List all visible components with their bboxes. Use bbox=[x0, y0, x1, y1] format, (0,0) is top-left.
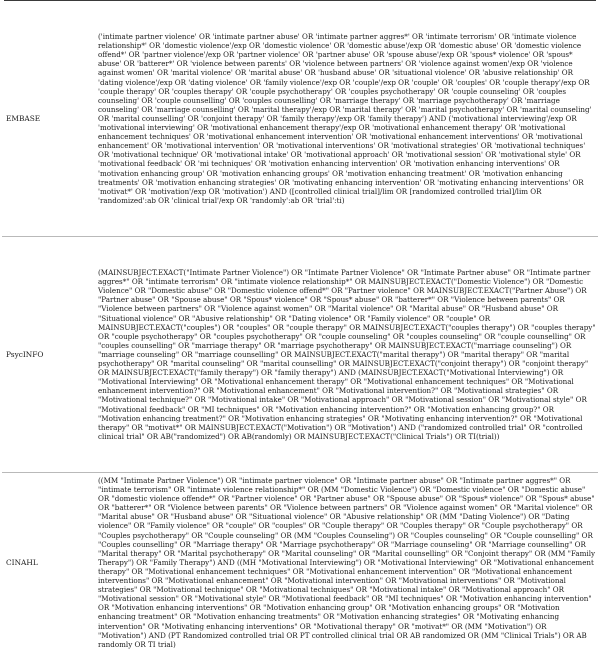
search-query: (MAINSUBJECT.EXACT("Intimate Partner Violence") OR "Intimate Partner Violence" OR "Intimate Partner abuse" OR "Intimate partner aggres*" OR "intimate terrorism" OR "intimate violence relationship*" OR MAINSUBJECT.EXACT("Domestic Violence") OR "Domestic Violence" OR "Domestic abuse" OR "Domestic violence offend*" OR "Partner violence" OR MAINSUBJECT.EXACT("Partner Abuse") OR "Partner abuse" OR "Spouse abuse" OR "Spous* violence" OR "Spous* abuse" OR "batterer*" OR "Violence between parents" OR "Violence between partners" OR "Violence against women" OR "Marital violence" OR "Marital abuse" OR "Husband abuse" OR "Situational violence" OR "Abusive relationship" OR "Dating violence" OR "Family violence" OR "couple" OR MAINSUBJECT.EXACT("couples") OR "couples" OR "couple therapy" OR MAINSUBJECT.EXACT("couples therapy") OR "couples therapy" OR "couple psychotherapy" OR "couples psychotherapy" OR "couple counseling" OR "couples counseling" OR "couple counselling" OR "couples counselling" OR "marriage therapy" OR "marriage psychotherapy" OR MAINSUBJECT.EXACT("marriage counseling") OR "marriage counseling" OR "marriage counselling" OR MAINSUBJECT.EXACT("marital therapy") OR "marital therapy" OR "marital psychotherapy" OR "marital counseling" OR "marital counselling" OR MAINSUBJECT.EXACT("conjoint therapy") OR "conjoint therapy" OR MAINSUBJECT.EXACT("family therapy") OR "family therapy") AND (MAINSUBJECT.EXACT("Motivational Interviewing") OR "Motivational Interviewing" OR "Motivational enhancement therapy" OR "Motivational enhancement techniques" OR "Motivational enhancement intervention?" OR "Motivational enhancement" OR "Motivational intervention?" OR "Motivational strategies" OR "Motivational technique?" OR "Motivational intake" OR "Motivational approach" OR "Motivational session" OR "Motivational style" OR "Motivational feedback" OR "MI techniques" OR "Motivation enhancing intervention?" OR "Motivation enhancing group?" OR "Motivation enhancing treatment?" OR "Motivation enhancing strategies" OR "Motivating enhancing intervention?" OR "Motivational therapy" OR "motivat*" OR MAINSUBJECT.EXACT("Motivation") OR "Motivation") AND ("randomized controlled trial" OR "controlled clinical trial" OR AB("randomized") OR AB(randomly) OR MAINSUBJECT.EXACT("Clinical Trials") OR TI(trial)) bbox=[98, 237, 598, 473]
table-row-cinahl bbox=[2, 473, 598, 652]
search-query: ('intimate partner violence' OR 'intimate partner abuse' OR 'intimate partner aggres*' OR 'intimate terrorism' OR 'intimate violence relationship*' OR 'domestic violence'/exp OR 'domestic violence' OR 'domestic abuse'/exp OR 'domestic abuse' OR 'domestic violence offend*' OR 'partner violence'/exp OR 'partner violence' OR 'partner abuse' OR 'spouse abuse'/exp OR 'spous* violence' OR 'spous* abuse' OR 'batterer*' OR 'violence between parents' OR 'violence between partners' OR 'violence against women'/exp OR 'violence against women' OR 'marital violence' OR 'marital abuse' OR 'husband abuse' OR 'situational violence' OR 'abusive relationship' OR 'dating violence'/exp OR 'dating violence' OR 'family violence'/exp OR 'couple'/exp OR 'couple' OR 'couples' OR 'couple therapy'/exp OR 'couple therapy' OR 'couples therapy' OR 'couple psychotherapy' OR 'couples psychotherapy' OR 'couple counseling' OR 'couples counseling' OR 'couple counselling' OR 'couples counselling' OR 'marriage therapy' OR 'marriage psychotherapy' OR 'marriage counseling' OR 'marriage counselling' OR 'marital therapy'/exp OR 'marital therapy' OR 'marital psychotherapy' OR 'marital counseling' OR 'marital counselling' OR 'conjoint therapy' OR 'family therapy'/exp OR 'family therapy') AND ('motivational interviewing'/exp OR 'motivational interviewing' OR 'motivational enhancement therapy'/exp OR 'motivational enhancement therapy' OR 'motivational enhancement techniques' OR 'motivational enhancement intervention' OR 'motivational enhancement interventions' OR 'motivational enhancement' OR 'motivational intervention' OR 'motivational interventions' OR 'motivational strategies' OR 'motivational techniques' OR 'motivational technique' OR 'motivational intake' OR 'motivational approach' OR 'motivational session' OR 'motivational style' OR 'motivational feedback' OR 'mi techniques' OR 'motivation enhancing intervention' OR 'motivation enhancing interventions' OR 'motivation enhancing group' OR 'motivation enhancing groups' OR 'motivation enhancing treatment' OR 'motivation enhancing treatments' OR 'motivation enhancing strategies' OR 'motivating enhancing intervention' OR 'motivating enhancing interventions' OR 'motivat*' OR 'motivation'/exp OR 'motivation') AND ([controlled clinical trial]/lim OR [randomized controlled trial]/lim OR 'randomized':ab OR 'clinical trial'/exp OR 'randomly':ab OR 'trial':ti) bbox=[98, 32, 592, 205]
search-strategy-table bbox=[2, 1, 598, 652]
table-row-embase bbox=[2, 1, 598, 237]
search-query: ((MM "Intimate Partner Violence") OR "intimate partner violence" OR "Intimate partner abuse" OR "Intimate partner aggres*" OR "intimate terrorism" OR "intimate violence relationship*" OR (MM "Domestic Violence") OR "Domestic violence" OR "Domestic abuse" OR "domestic violence offende*" OR "Partner violence" OR "Partner abuse" OR "Spouse abuse" OR "Spous* violence" OR "Spous* abuse" OR "batterer*" OR "Violence between parents" OR "Violence between partners" OR "Violence against women" OR "Marital violence" OR "Marital abuse" OR "Husband abuse" OR "Situational violence" OR "Abusive relationship" OR (MM "Dating Violence") OR "Dating violence" OR "Family violence" OR "couple" OR "couples" OR "Couple therapy" OR "Couples therapy" OR "Couple psychotherapy" OR "Couples psychotherapy" OR "Couple counseling" OR (MM "Couples Counseling") OR "Couples counseling" OR "Couple counselling" OR "Couples counselling" OR "Marriage therapy" OR "Marriage psychotherapy" OR "Marriage counseling" OR "Marriage counselling" OR "Marital therapy" OR "Marital psychotherapy" OR "Marital counseling" OR "Marital counselling" OR "Conjoint therapy" OR (MM "Family Therapy") OR "Family Therapy") AND ((MH "Motivational Interviewing") OR "Motivational Interviewing" OR "Motivational enhancement therapy" OR "Motivational enhancement techniques" OR "Motivational enhancement intervention" OR "Motivational enhancement interventions" OR "Motivational enhancement" OR "Motivational intervention" OR "Motivational interventions" OR "Motivational strategies" OR "Motivational technique" OR "Motivational techniques" OR "Motivational intake" OR "Motivational approach" OR "Motivational session" OR "Motivational style" OR "Motivational feedback" OR "MI techniques" OR "Motivation enhancing intervention" OR "Motivation enhancing interventions" OR "Motivation enhancing group" OR "Motivation enhancing groups" OR "Motivation enhancing treatment" OR "Motivation enhancing treatments" OR "Motivation enhancing strategies" OR "Motivating enhancing intervention" OR "Motivating enhancing interventions" OR "Motivational therapy" OR "motivat*" OR (MM "Motivation") OR "Motivation") AND (PT Randomized controlled trial OR PT controlled clinical trial OR AB randomized OR (MM "Clinical Trials") OR AB randomly OR TI trial) bbox=[98, 473, 598, 652]
database-name: EMBASE bbox=[6, 113, 41, 123]
table-row-psycinfo bbox=[2, 237, 598, 473]
database-name: PsycINFO bbox=[2, 237, 98, 473]
database-name: CINAHL bbox=[2, 473, 98, 652]
